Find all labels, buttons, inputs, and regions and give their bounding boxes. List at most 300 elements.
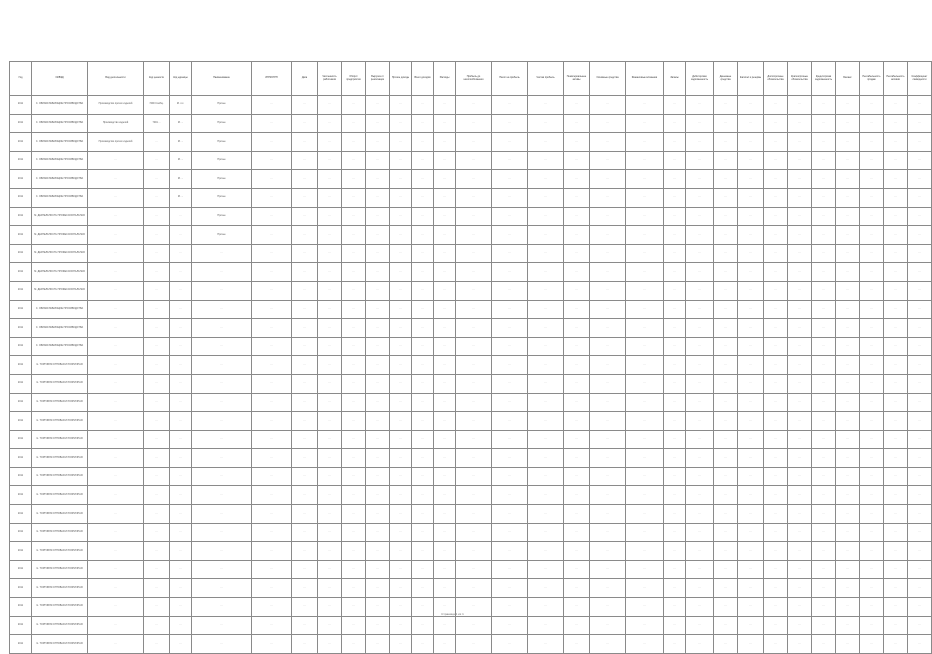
table-cell: ...	[564, 412, 590, 431]
table-cell: ...	[252, 449, 292, 468]
table-cell: ...	[788, 356, 812, 375]
table-cell: ...	[456, 505, 492, 524]
table-cell: 2011	[10, 412, 32, 431]
table-cell: ...	[788, 170, 812, 189]
table-cell: ...	[144, 188, 170, 207]
table-cell: ...	[342, 300, 366, 319]
table-cell: ...	[686, 170, 714, 189]
table-cell: ...	[764, 560, 788, 579]
table-cell: ...	[390, 151, 412, 170]
table-cell: ...	[884, 319, 908, 338]
table-cell: ...	[412, 133, 434, 152]
table-cell: ...	[88, 337, 144, 356]
table-cell: ...	[884, 579, 908, 598]
table-cell: 2011	[10, 542, 32, 561]
table-cell: ...	[564, 430, 590, 449]
table-cell: ...	[88, 319, 144, 338]
table-cell: ...	[860, 133, 884, 152]
table-cell: ...	[170, 430, 192, 449]
table-cell: ...	[252, 96, 292, 115]
table-cell: ...	[170, 486, 192, 505]
table-cell: ...	[590, 207, 626, 226]
table-cell: ...	[434, 579, 456, 598]
column-header: Выручка от реализации	[366, 62, 390, 96]
table-cell: ...	[318, 133, 342, 152]
table-cell: ...	[170, 412, 192, 431]
table-cell: ...	[144, 579, 170, 598]
table-cell: ...	[738, 114, 764, 133]
table-cell: ...	[908, 96, 932, 115]
table-cell: ...	[860, 114, 884, 133]
table-cell: ...	[342, 560, 366, 579]
table-cell: ...	[456, 188, 492, 207]
table-cell: ...	[884, 188, 908, 207]
table-row	[10, 170, 932, 189]
column-header: Оборот предприятия	[342, 62, 366, 96]
table-cell: ...	[686, 542, 714, 561]
table-cell: ...	[434, 393, 456, 412]
table-cell: ...	[390, 635, 412, 654]
table-cell: ...	[788, 96, 812, 115]
table-cell: ...	[434, 300, 456, 319]
table-row	[10, 114, 932, 133]
table-cell: ...	[412, 244, 434, 263]
table-cell: ...	[144, 319, 170, 338]
table-cell: ...	[664, 96, 686, 115]
table-cell: 2011	[10, 616, 32, 635]
table-cell: ...	[860, 542, 884, 561]
table-cell: ...	[564, 523, 590, 542]
table-row	[10, 263, 932, 282]
table-cell: ...	[366, 207, 390, 226]
table-cell: ...	[318, 616, 342, 635]
table-cell: ...	[292, 449, 318, 468]
table-cell: ...	[884, 226, 908, 245]
table-cell: ...	[884, 244, 908, 263]
table-cell: ...	[836, 319, 860, 338]
table-cell: ...	[412, 467, 434, 486]
table-cell: ...	[434, 319, 456, 338]
table-cell: ...	[836, 505, 860, 524]
table-cell: ...	[738, 635, 764, 654]
table-cell: ...	[252, 523, 292, 542]
table-cell: ...	[192, 598, 252, 617]
table-cell: ...	[528, 505, 564, 524]
table-cell: ...	[318, 523, 342, 542]
table-cell: ...	[342, 393, 366, 412]
table-row	[10, 393, 932, 412]
page-footer: Страница 1 из 1	[441, 612, 464, 616]
table-cell: ...	[492, 170, 528, 189]
table-cell: ...	[390, 133, 412, 152]
table-cell: ...	[144, 337, 170, 356]
table-cell: ...	[812, 96, 836, 115]
table-cell: М. ДЕЯТЕЛЬНОСТЬ ПРОФЕССИОНАЛЬНАЯ	[32, 281, 88, 300]
table-cell: ...	[292, 505, 318, 524]
table-cell: ...	[788, 598, 812, 617]
table-cell: ...	[144, 244, 170, 263]
table-cell: ...	[412, 170, 434, 189]
table-cell: ...	[836, 579, 860, 598]
table-cell: ...	[252, 579, 292, 598]
table-cell: ...	[456, 356, 492, 375]
table-cell: 2011	[10, 300, 32, 319]
table-cell: ...	[366, 542, 390, 561]
table-cell: ...	[908, 579, 932, 598]
table-cell: ...	[292, 337, 318, 356]
table-cell: ...	[788, 486, 812, 505]
table-cell: ...	[788, 579, 812, 598]
table-cell: ...	[318, 337, 342, 356]
table-cell: М. ДЕЯТЕЛЬНОСТЬ ПРОФЕССИОНАЛЬНАЯ	[32, 263, 88, 282]
table-cell: ...	[412, 151, 434, 170]
table-cell: ...	[366, 300, 390, 319]
column-header: Долгосрочные обязательства	[764, 62, 788, 96]
table-cell: ...	[788, 393, 812, 412]
table-cell: ...	[714, 281, 738, 300]
table-cell: ...	[860, 96, 884, 115]
table-cell: ...	[528, 542, 564, 561]
table-cell: ...	[412, 449, 434, 468]
table-cell: ...	[192, 281, 252, 300]
table-cell: ...	[860, 523, 884, 542]
table-cell: ...	[764, 96, 788, 115]
table-cell: ...	[492, 96, 528, 115]
table-cell: 2011	[10, 505, 32, 524]
table-cell: ...	[492, 226, 528, 245]
table-cell: ...	[686, 449, 714, 468]
table-cell: ...	[836, 188, 860, 207]
table-cell: ...	[88, 449, 144, 468]
table-cell: ...	[788, 226, 812, 245]
table-cell: ...	[252, 598, 292, 617]
table-cell: ...	[564, 505, 590, 524]
table-cell: С. ОБРАБАТЫВАЮЩИЕ ПРОИЗВОДСТВА	[32, 337, 88, 356]
table-cell: ...	[738, 170, 764, 189]
table-cell: ...	[192, 579, 252, 598]
table-cell: ...	[366, 244, 390, 263]
table-cell: ...	[714, 188, 738, 207]
table-cell: ...	[528, 319, 564, 338]
table-cell: ...	[884, 616, 908, 635]
table-cell: ...	[860, 635, 884, 654]
table-cell: ...	[390, 263, 412, 282]
table-cell: ...	[456, 467, 492, 486]
table-cell: ...	[908, 393, 932, 412]
table-cell: ...	[144, 300, 170, 319]
table-cell: ...	[492, 319, 528, 338]
table-cell: ...	[528, 523, 564, 542]
table-cell: ...	[456, 523, 492, 542]
table-cell: ...	[590, 486, 626, 505]
table-cell: ...	[318, 226, 342, 245]
table-cell: ...	[252, 319, 292, 338]
table-cell: ...	[528, 616, 564, 635]
table-cell: ...	[788, 151, 812, 170]
table-cell: ...	[860, 430, 884, 449]
table-row	[10, 505, 932, 524]
table-cell: ...	[564, 96, 590, 115]
table-cell: ...	[252, 244, 292, 263]
table-cell: ...	[528, 263, 564, 282]
table-cell: ...	[390, 449, 412, 468]
table-cell: ...	[170, 542, 192, 561]
table-row	[10, 467, 932, 486]
table-cell: ...	[836, 356, 860, 375]
table-cell: ...	[686, 374, 714, 393]
table-cell: ...	[144, 226, 170, 245]
table-cell: ...	[908, 226, 932, 245]
table-cell: ...	[492, 542, 528, 561]
table-cell: ...	[88, 486, 144, 505]
table-cell: 2011	[10, 151, 32, 170]
table-cell: ...	[788, 114, 812, 133]
table-cell: ...	[714, 96, 738, 115]
table-cell: ...	[836, 207, 860, 226]
table-cell: ...	[528, 467, 564, 486]
table-cell: ...	[456, 393, 492, 412]
table-cell: 2011	[10, 281, 32, 300]
table-cell: ...	[192, 356, 252, 375]
table-cell: ...	[664, 188, 686, 207]
table-cell: ...	[738, 300, 764, 319]
table-cell: ...	[88, 300, 144, 319]
table-cell: ...	[564, 467, 590, 486]
table-cell: 2011	[10, 337, 32, 356]
column-header: Код единицы	[170, 62, 192, 96]
table-cell: ...	[492, 430, 528, 449]
table-cell: ...	[342, 96, 366, 115]
table-cell: ...	[318, 393, 342, 412]
table-cell: ...	[664, 542, 686, 561]
table-cell: ...	[528, 356, 564, 375]
table-cell: М. ...	[170, 133, 192, 152]
table-cell: ...	[412, 226, 434, 245]
table-cell: ...	[738, 356, 764, 375]
table-cell: ...	[342, 635, 366, 654]
table-cell: ...	[144, 281, 170, 300]
table-row	[10, 337, 932, 356]
table-cell: ...	[144, 374, 170, 393]
table-cell: ...	[390, 616, 412, 635]
table-cell: ...	[412, 114, 434, 133]
table-cell: ...	[456, 560, 492, 579]
table-cell: ...	[252, 263, 292, 282]
table-cell: ...	[812, 337, 836, 356]
column-header: Прочие доходы	[390, 62, 412, 96]
table-cell: ...	[686, 412, 714, 431]
table-cell: ...	[738, 579, 764, 598]
table-cell: ...	[390, 356, 412, 375]
table-cell: ...	[434, 635, 456, 654]
table-cell: ...	[492, 300, 528, 319]
table-cell: ...	[738, 523, 764, 542]
column-header: Прибыль до налогообложения	[456, 62, 492, 96]
table-cell: 2011	[10, 356, 32, 375]
table-cell: ...	[170, 505, 192, 524]
table-cell: ...	[170, 560, 192, 579]
table-cell: ...	[564, 133, 590, 152]
table-row	[10, 560, 932, 579]
table-cell: ...	[456, 244, 492, 263]
table-cell: ...	[590, 188, 626, 207]
table-cell: ...	[664, 430, 686, 449]
table-cell: ...	[292, 635, 318, 654]
table-cell: ...	[860, 374, 884, 393]
table-cell: Прочее	[192, 151, 252, 170]
table-cell: ...	[686, 505, 714, 524]
table-cell: Производство изделий	[88, 114, 144, 133]
table-cell: ...	[738, 374, 764, 393]
table-cell: ...	[88, 244, 144, 263]
column-header: Год	[10, 62, 32, 96]
table-cell: ...	[812, 151, 836, 170]
table-cell: ...	[456, 430, 492, 449]
column-header: Наименование	[192, 62, 252, 96]
table-cell: ...	[88, 505, 144, 524]
table-cell: ...	[860, 616, 884, 635]
table-cell: ...	[252, 616, 292, 635]
table-cell: ...	[144, 430, 170, 449]
table-cell: ...	[564, 114, 590, 133]
table-cell: ...	[590, 523, 626, 542]
table-cell: ...	[492, 114, 528, 133]
table-cell: ...	[390, 300, 412, 319]
table-cell: ...	[590, 542, 626, 561]
table-cell: G. ТОРГОВЛЯ ОПТОВАЯ И РОЗНИЧНАЯ	[32, 635, 88, 654]
table-row	[10, 523, 932, 542]
column-header: ОКВЭД	[32, 62, 88, 96]
table-cell: ...	[318, 319, 342, 338]
table-cell: ...	[812, 467, 836, 486]
table-cell: ...	[714, 486, 738, 505]
table-cell: М. ...	[170, 151, 192, 170]
table-cell: ...	[626, 486, 664, 505]
table-cell: ...	[664, 393, 686, 412]
table-cell: М. л.с.	[170, 96, 192, 115]
table-cell: ...	[292, 430, 318, 449]
table-cell: ...	[908, 337, 932, 356]
table-cell: ...	[434, 263, 456, 282]
table-cell: ...	[626, 319, 664, 338]
table-cell: ...	[812, 616, 836, 635]
table-cell: М. ДЕЯТЕЛЬНОСТЬ ПРОФЕССИОНАЛЬНАЯ	[32, 207, 88, 226]
table-cell: ...	[144, 486, 170, 505]
table-cell: ...	[836, 560, 860, 579]
table-cell: ...	[686, 96, 714, 115]
table-row	[10, 188, 932, 207]
table-cell: ...	[366, 393, 390, 412]
table-cell: ...	[342, 356, 366, 375]
table-cell: ...	[884, 430, 908, 449]
table-cell: ...	[908, 523, 932, 542]
table-cell: ...	[528, 337, 564, 356]
table-row	[10, 226, 932, 245]
table-cell: ...	[342, 616, 366, 635]
table-cell: ...	[456, 374, 492, 393]
table-cell: ...	[390, 374, 412, 393]
table-cell: ...	[812, 319, 836, 338]
table-cell: ...	[390, 337, 412, 356]
table-cell: ...	[664, 598, 686, 617]
table-cell: ...	[860, 505, 884, 524]
table-cell: ...	[412, 188, 434, 207]
table-cell: ...	[390, 505, 412, 524]
table-cell: ...	[664, 170, 686, 189]
table-cell: ...	[664, 374, 686, 393]
table-cell: ...	[342, 133, 366, 152]
table-cell: ...	[252, 300, 292, 319]
table-cell: ...	[170, 393, 192, 412]
table-cell: ...	[714, 523, 738, 542]
table-cell: ...	[836, 151, 860, 170]
table-cell: ...	[626, 170, 664, 189]
table-cell: ...	[738, 560, 764, 579]
table-cell: ...	[884, 114, 908, 133]
table-cell: ...	[664, 133, 686, 152]
table-cell: ...	[434, 133, 456, 152]
table-cell: ...	[812, 635, 836, 654]
table-cell: ...	[434, 374, 456, 393]
table-cell: ...	[908, 467, 932, 486]
table-cell: ...	[144, 170, 170, 189]
table-cell: ...	[88, 374, 144, 393]
table-cell: ...	[434, 467, 456, 486]
table-cell: ...	[884, 542, 908, 561]
table-cell: ...	[908, 263, 932, 282]
table-cell: ...	[836, 281, 860, 300]
table-cell: ...	[836, 412, 860, 431]
table-cell: ...	[788, 412, 812, 431]
table-cell: ...	[192, 449, 252, 468]
table-cell: ...	[564, 393, 590, 412]
table-cell: G. ТОРГОВЛЯ ОПТОВАЯ И РОЗНИЧНАЯ	[32, 412, 88, 431]
table-cell: ...	[252, 393, 292, 412]
table-cell: ...	[590, 374, 626, 393]
table-cell: ...	[812, 523, 836, 542]
table-cell: ...	[860, 486, 884, 505]
table-cell: ...	[836, 244, 860, 263]
table-cell: ...	[764, 151, 788, 170]
table-cell: ...	[738, 96, 764, 115]
table-cell: ...	[342, 263, 366, 282]
table-cell: ...	[590, 133, 626, 152]
table-cell: С. ОБРАБАТЫВАЮЩИЕ ПРОИЗВОДСТВА	[32, 170, 88, 189]
table-cell: Производство прочих изделий	[88, 133, 144, 152]
table-cell: ...	[252, 170, 292, 189]
table-cell: ...	[252, 114, 292, 133]
table-cell: Прочее	[192, 207, 252, 226]
table-cell: G. ТОРГОВЛЯ ОПТОВАЯ И РОЗНИЧНАЯ	[32, 467, 88, 486]
table-cell: ...	[908, 319, 932, 338]
table-cell: ...	[714, 114, 738, 133]
table-cell: ...	[434, 281, 456, 300]
table-cell: ...	[390, 393, 412, 412]
table-cell: ...	[366, 226, 390, 245]
table-cell: ...	[342, 114, 366, 133]
table-cell: 7490 Сообщ.	[144, 96, 170, 115]
table-cell: ...	[812, 486, 836, 505]
table-cell: ...	[434, 170, 456, 189]
table-cell: ...	[318, 151, 342, 170]
table-cell: ...	[252, 505, 292, 524]
table-cell: ...	[714, 393, 738, 412]
column-header: Коэффициент ликвидности	[908, 62, 932, 96]
table-cell: ...	[366, 356, 390, 375]
table-cell: ...	[144, 263, 170, 282]
table-cell: ...	[456, 300, 492, 319]
table-cell: ...	[434, 337, 456, 356]
